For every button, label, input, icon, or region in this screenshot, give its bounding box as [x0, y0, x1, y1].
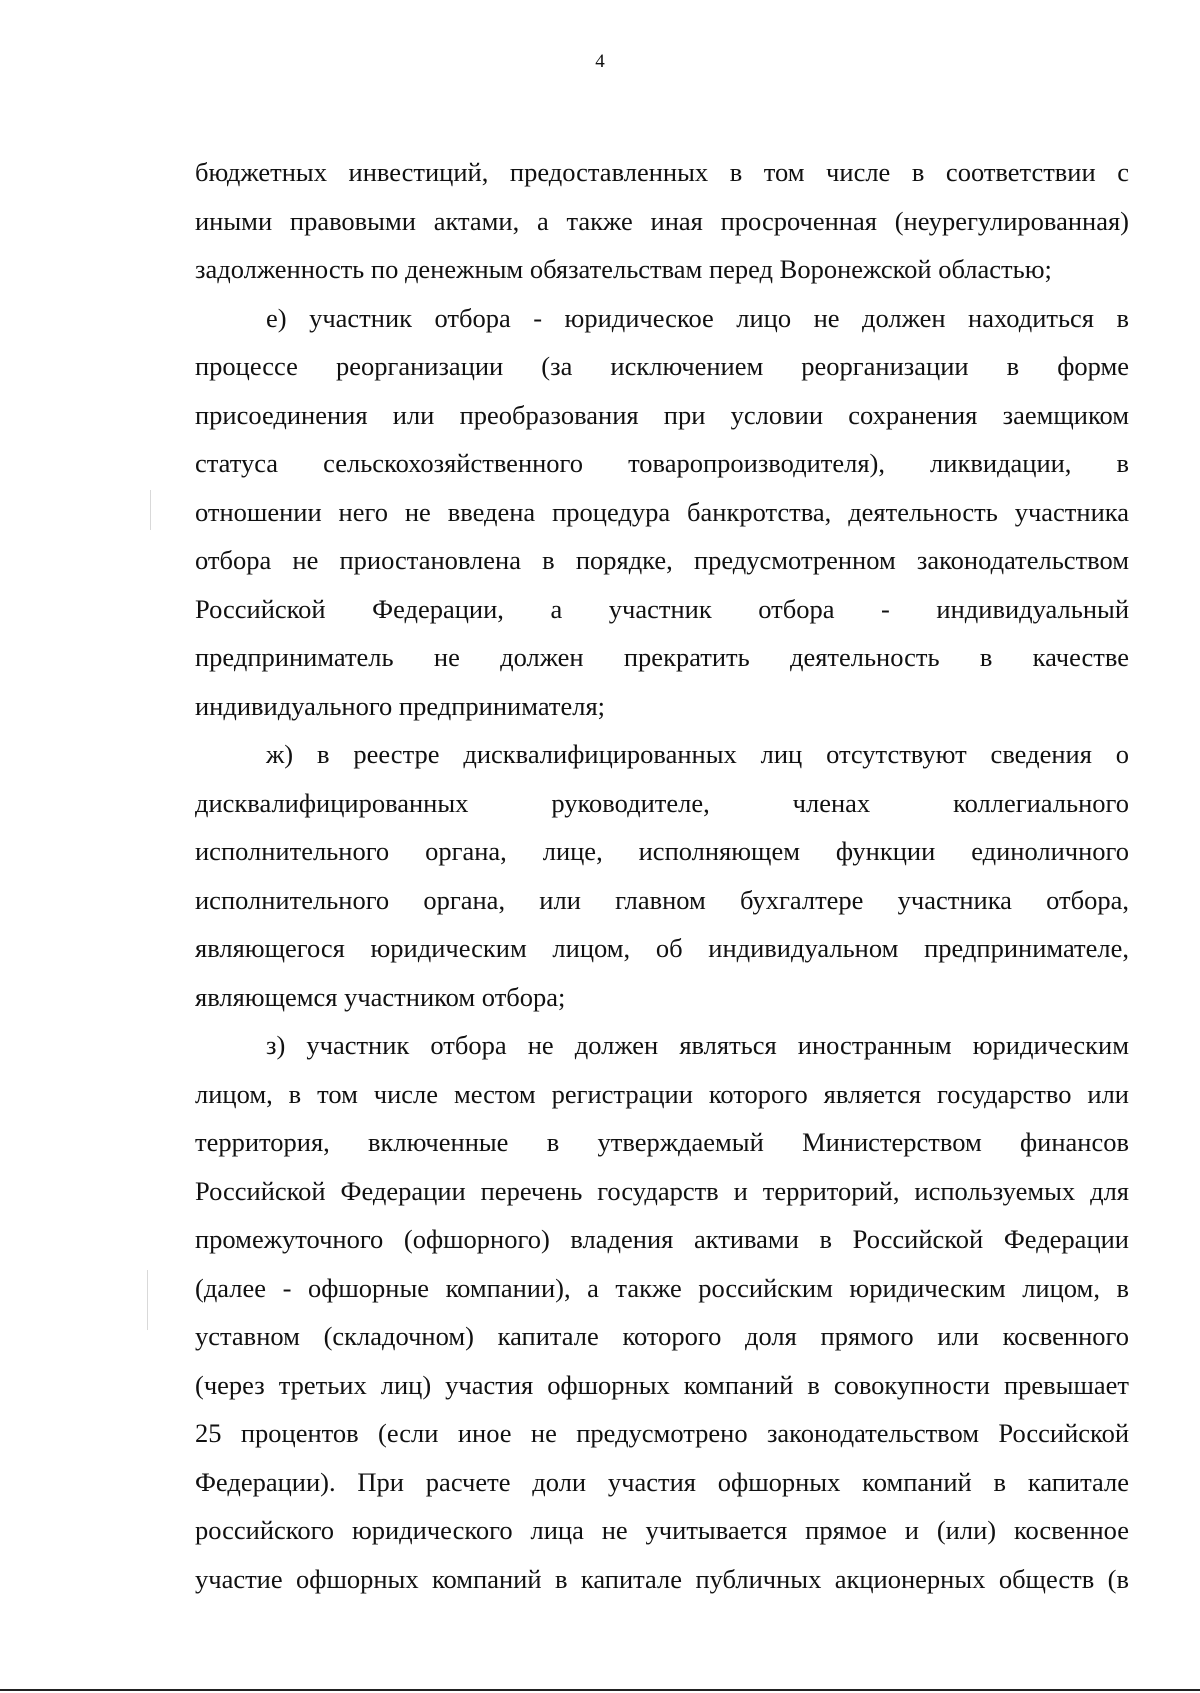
text-line: з) участник отбора не должен являться иностранным юридическим — [266, 1030, 1129, 1060]
page-number: 4 — [595, 51, 605, 72]
text-line: участие офшорных компаний в капитале публичных акционерных обществ (в — [195, 1563, 1129, 1594]
page-bottom-rule — [0, 1689, 1200, 1691]
text-line: 25 процентов (если иное не предусмотрено законодательством Российской — [195, 1418, 1129, 1448]
text-line: (далее - офшорные компании), а также российским юридическим лицом, в — [195, 1272, 1129, 1303]
text-line: (через третьих лиц) участия офшорных компаний в совокупности превышает — [195, 1369, 1129, 1400]
text-line: задолженность по денежным обязательствам перед Воронежской областью; — [195, 254, 1052, 284]
text-line: присоединения или преобразования при условии сохранения заемщиком — [195, 399, 1129, 430]
text-line: процессе реорганизации (за исключением реорганизации в форме — [195, 351, 1129, 381]
scan-margin-mark — [150, 490, 151, 530]
text-line: являющегося юридическим лицом, об индивидуальном предпринимателе, — [195, 933, 1129, 963]
text-line: предприниматель не должен прекратить деятельность в качестве — [195, 642, 1129, 672]
text-line: исполнительного органа, лице, исполняющем функции единоличного — [195, 836, 1129, 866]
text-line: отношении него не введена процедура банкротства, деятельность участника — [195, 496, 1129, 527]
text-line: ж) в реестре дисквалифицированных лиц отсутствуют сведения о — [266, 739, 1129, 769]
text-line: бюджетных инвестиций, предоставленных в том числе в соответствии с — [195, 157, 1129, 187]
text-line: являющемся участником отбора; — [195, 981, 566, 1012]
text-line: территория, включенные в утверждаемый Министерством финансов — [195, 1127, 1129, 1157]
text-line: е) участник отбора - юридическое лицо не должен находиться в — [266, 302, 1129, 333]
text-line: индивидуального предпринимателя; — [195, 690, 606, 721]
text-line: дисквалифицированных руководителе, членах коллегиального — [195, 787, 1129, 818]
text-line: исполнительного органа, или главном бухгалтере участника отбора, — [195, 884, 1129, 915]
text-line: уставном (складочном) капитале которого доля прямого или косвенного — [195, 1321, 1129, 1351]
text-line: Российской Федерации, а участник отбора - индивидуальный — [195, 593, 1129, 624]
text-line: Федерации). При расчете доли участия офшорных компаний в капитале — [195, 1466, 1129, 1497]
text-line: статуса сельскохозяйственного товаропроизводителя), ликвидации, в — [195, 448, 1129, 478]
document-body — [195, 148, 1129, 1603]
scan-margin-mark — [147, 1270, 148, 1330]
text-line: иными правовыми актами, а также иная просроченная (неурегулированная) — [195, 205, 1129, 236]
text-line: отбора не приостановлена в порядке, предусмотренном законодательством — [195, 545, 1129, 575]
text-line: российского юридического лица не учитывается прямое и (или) косвенное — [195, 1515, 1129, 1545]
text-line: лицом, в том числе местом регистрации которого является государство или — [195, 1078, 1129, 1109]
text-line: промежуточного (офшорного) владения активами в Российской Федерации — [195, 1224, 1129, 1254]
text-line: Российской Федерации перечень государств и территорий, используемых для — [195, 1175, 1129, 1206]
